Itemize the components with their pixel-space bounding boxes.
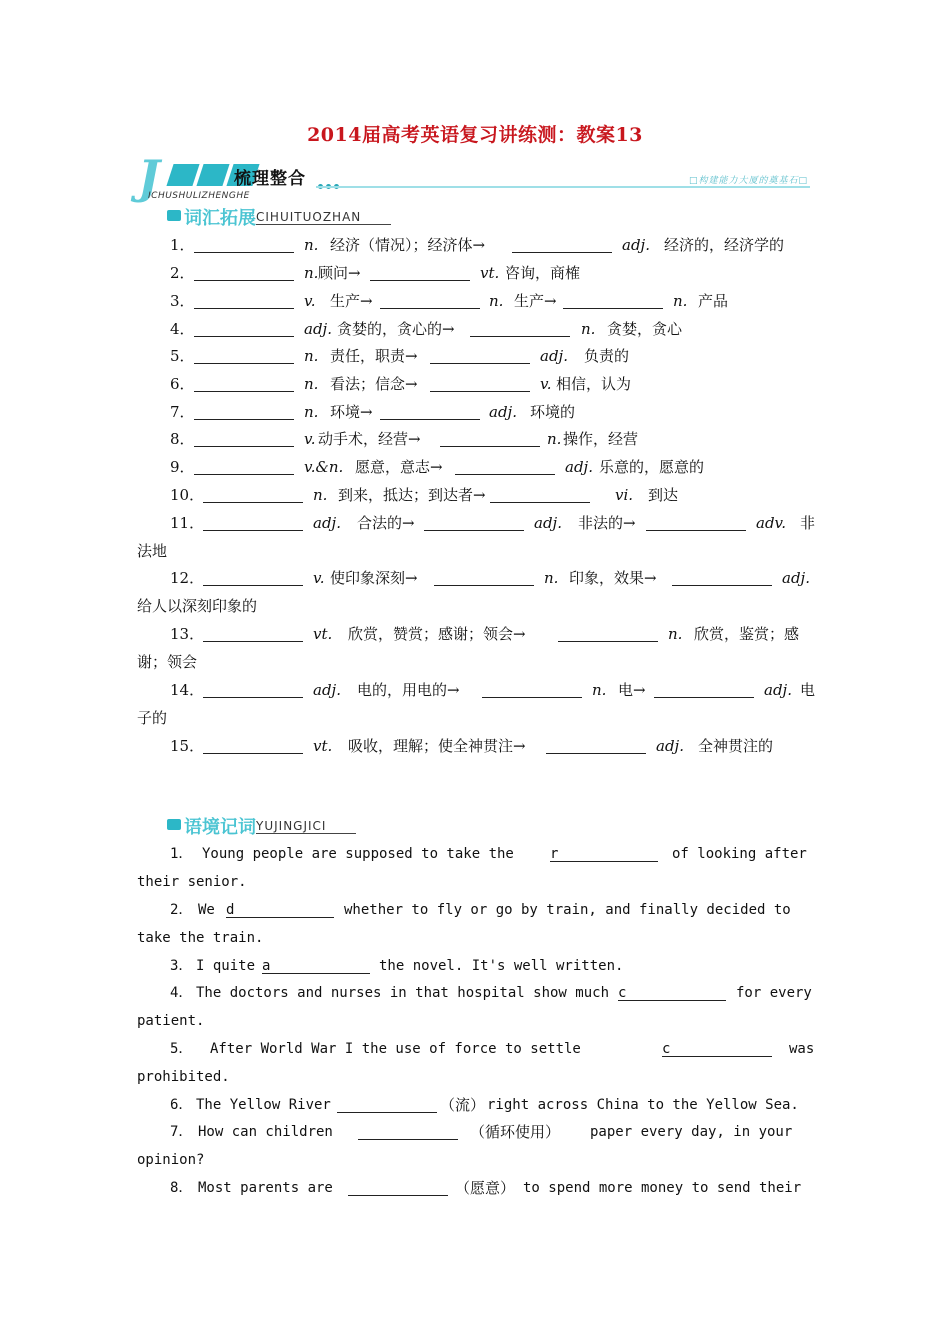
answer-blank[interactable] bbox=[380, 308, 480, 309]
part-of-speech: n. bbox=[304, 403, 319, 421]
part-of-speech: n. bbox=[592, 681, 607, 699]
answer-blank[interactable] bbox=[430, 363, 530, 364]
sentence-text: for every bbox=[736, 985, 812, 1001]
definition-text: 咨询，商榷 bbox=[505, 264, 581, 282]
banner-motto: □构建能力大厦的奠基石□ bbox=[688, 176, 808, 186]
definition-text: 生产→ bbox=[514, 292, 557, 310]
section-pinyin: CIHUITUOZHAN bbox=[256, 210, 391, 225]
part-of-speech: adv. bbox=[756, 514, 787, 532]
item-number: 4． bbox=[170, 985, 193, 1001]
definition-text: 到达 bbox=[648, 486, 679, 504]
sentence-text: After World War I the use of force to settle bbox=[210, 1041, 581, 1057]
part-of-speech: n. bbox=[304, 236, 319, 254]
definition-text: 顾问→ bbox=[318, 264, 361, 282]
banner-block bbox=[166, 164, 199, 186]
definition-text: 生产→ bbox=[330, 292, 373, 310]
item-number: 7． bbox=[170, 403, 195, 421]
part-of-speech: v. bbox=[304, 292, 316, 310]
part-of-speech: adj. bbox=[540, 347, 568, 365]
answer-blank[interactable] bbox=[662, 1056, 772, 1057]
part-of-speech: adj. bbox=[782, 569, 810, 587]
item-number: 6． bbox=[170, 375, 195, 393]
answer-blank[interactable] bbox=[490, 502, 590, 503]
vocab-item bbox=[0, 620, 950, 648]
item-number: 1． bbox=[170, 846, 193, 862]
definition-text: 环境的 bbox=[530, 403, 576, 421]
first-letter-hint: c bbox=[618, 985, 627, 1001]
sentence-text: I quite bbox=[196, 958, 256, 974]
part-of-speech: adj. bbox=[489, 403, 517, 421]
first-letter-hint: r bbox=[550, 846, 559, 862]
item-number: 15． bbox=[170, 737, 205, 755]
answer-blank[interactable] bbox=[194, 363, 294, 364]
sentence-text: was bbox=[789, 1041, 815, 1057]
sentence-text: The Yellow River bbox=[196, 1097, 331, 1113]
sentence-text: of looking after bbox=[672, 846, 807, 862]
item-number: 13． bbox=[170, 625, 205, 643]
part-of-speech: n. bbox=[304, 264, 319, 282]
vocab-item bbox=[0, 425, 950, 453]
vocab-item-continuation bbox=[0, 592, 950, 620]
definition-text: 印象，效果→ bbox=[569, 569, 657, 587]
item-number: 3． bbox=[170, 958, 193, 974]
answer-blank[interactable] bbox=[434, 585, 534, 586]
part-of-speech: adj. bbox=[304, 320, 332, 338]
item-number: 1． bbox=[170, 236, 195, 254]
definition-text: 动手术，经营→ bbox=[318, 430, 421, 448]
banner-label: 梳理整合 bbox=[234, 169, 306, 189]
sentence-text: How can children bbox=[198, 1124, 333, 1140]
answer-blank[interactable] bbox=[194, 336, 294, 337]
answer-blank[interactable] bbox=[380, 419, 480, 420]
sentence-text: take the train. bbox=[137, 930, 264, 946]
part-of-speech: v.&n. bbox=[304, 458, 344, 476]
context-sentence bbox=[0, 979, 950, 1007]
definition-text: 负责的 bbox=[584, 347, 630, 365]
sentence-text: The doctors and nurses in that hospital show much bbox=[196, 985, 610, 1001]
item-number: 3． bbox=[170, 292, 195, 310]
definition-text: 贪婪，贪心 bbox=[607, 320, 683, 338]
section-header-context bbox=[167, 813, 356, 839]
definition-text: 全神贯注的 bbox=[698, 737, 774, 755]
sentence-text: patient. bbox=[137, 1013, 205, 1029]
answer-blank[interactable] bbox=[226, 917, 334, 918]
answer-blank[interactable] bbox=[654, 697, 754, 698]
answer-blank[interactable] bbox=[512, 252, 612, 253]
banner-divider bbox=[316, 186, 810, 188]
part-of-speech: adj. bbox=[313, 681, 341, 699]
banner-subtitle: ICHUSHULIZHENGHE bbox=[148, 191, 250, 201]
context-sentence-continuation bbox=[0, 1146, 950, 1174]
vocab-item bbox=[0, 676, 950, 704]
answer-blank[interactable] bbox=[563, 308, 663, 309]
part-of-speech: adj. bbox=[656, 737, 684, 755]
answer-blank[interactable] bbox=[194, 252, 294, 253]
definition-text: 操作，经营 bbox=[563, 430, 639, 448]
arrow-icon bbox=[167, 210, 181, 221]
vocab-item bbox=[0, 398, 950, 426]
first-letter-hint: a bbox=[262, 958, 271, 974]
answer-blank[interactable] bbox=[194, 446, 294, 447]
part-of-speech: adj. bbox=[764, 681, 792, 699]
chinese-hint: （愿意） bbox=[455, 1179, 516, 1197]
item-number: 2． bbox=[170, 902, 193, 918]
banner-dots-icon bbox=[318, 174, 346, 180]
context-sentence bbox=[0, 1091, 950, 1119]
answer-blank[interactable] bbox=[430, 391, 530, 392]
part-of-speech: adj. bbox=[313, 514, 341, 532]
section-title: 词汇拓展 bbox=[184, 208, 256, 229]
answer-blank[interactable] bbox=[455, 474, 555, 475]
sentence-text: Most parents are bbox=[198, 1180, 333, 1196]
sentence-text: We bbox=[198, 902, 215, 918]
item-number: 5． bbox=[170, 347, 195, 365]
answer-blank[interactable] bbox=[194, 308, 294, 309]
answer-blank[interactable] bbox=[203, 502, 303, 503]
answer-blank[interactable] bbox=[203, 530, 303, 531]
sentence-text: their senior. bbox=[137, 874, 247, 890]
part-of-speech: n. bbox=[668, 625, 683, 643]
answer-blank[interactable] bbox=[203, 641, 303, 642]
answer-blank[interactable] bbox=[358, 1139, 458, 1140]
definition-text: 使印象深刻→ bbox=[330, 569, 418, 587]
context-sentence bbox=[0, 840, 950, 868]
vocab-item-continuation bbox=[0, 704, 950, 732]
part-of-speech: vi. bbox=[615, 486, 634, 504]
definition-text: 非法的→ bbox=[578, 514, 636, 532]
answer-blank[interactable] bbox=[646, 530, 746, 531]
vocab-item bbox=[0, 287, 950, 315]
chinese-hint: （流） bbox=[440, 1096, 486, 1114]
answer-blank[interactable] bbox=[337, 1112, 437, 1113]
context-sentence-continuation bbox=[0, 1007, 950, 1035]
part-of-speech: vt. bbox=[313, 737, 333, 755]
section-header-vocab bbox=[167, 204, 391, 230]
definition-text: 合法的→ bbox=[357, 514, 415, 532]
definition-text: 产品 bbox=[698, 292, 729, 310]
definition-text: 看法；信念→ bbox=[330, 375, 418, 393]
context-sentence bbox=[0, 896, 950, 924]
item-number: 4． bbox=[170, 320, 195, 338]
sentence-text: right across China to the Yellow Sea. bbox=[487, 1097, 799, 1113]
definition-text: 欣赏，赞赏；感谢；领会→ bbox=[348, 625, 526, 643]
part-of-speech: adj. bbox=[622, 236, 650, 254]
answer-blank[interactable] bbox=[546, 753, 646, 754]
definition-text: 环境→ bbox=[330, 403, 373, 421]
vocab-item-continuation bbox=[0, 648, 950, 676]
answer-blank[interactable] bbox=[194, 419, 294, 420]
item-number: 8． bbox=[170, 1180, 193, 1196]
item-number: 11． bbox=[170, 514, 205, 532]
answer-blank[interactable] bbox=[470, 336, 570, 337]
part-of-speech: n. bbox=[581, 320, 596, 338]
part-of-speech: adj. bbox=[565, 458, 593, 476]
context-sentence bbox=[0, 952, 950, 980]
first-letter-hint: d bbox=[226, 902, 235, 918]
part-of-speech: v. bbox=[304, 430, 316, 448]
answer-blank[interactable] bbox=[672, 585, 772, 586]
definition-text: 乐意的，愿意的 bbox=[599, 458, 705, 476]
part-of-speech: n. bbox=[489, 292, 504, 310]
definition-text: 电→ bbox=[618, 681, 646, 699]
definition-text: 经济（情况）；经济体→ bbox=[330, 236, 486, 254]
answer-blank[interactable] bbox=[618, 1000, 726, 1001]
item-number: 2． bbox=[170, 264, 195, 282]
sentence-text: the novel. It's well written. bbox=[379, 958, 624, 974]
sentence-text: paper every day, in your bbox=[590, 1124, 793, 1140]
definition-text: 电的，用电的→ bbox=[357, 681, 460, 699]
answer-blank[interactable] bbox=[194, 474, 294, 475]
part-of-speech: n. bbox=[313, 486, 328, 504]
definition-text: 贪婪的，贪心的→ bbox=[337, 320, 455, 338]
answer-blank[interactable] bbox=[370, 280, 470, 281]
part-of-speech: v. bbox=[313, 569, 325, 587]
sentence-text: prohibited. bbox=[137, 1069, 230, 1085]
answer-blank[interactable] bbox=[203, 585, 303, 586]
vocab-item bbox=[0, 342, 950, 370]
part-of-speech: n. bbox=[673, 292, 688, 310]
vocab-item bbox=[0, 370, 950, 398]
definition-text: 经济的，经济学的 bbox=[664, 236, 785, 254]
item-number: 9． bbox=[170, 458, 195, 476]
answer-blank[interactable] bbox=[194, 280, 294, 281]
definition-text: 法地 bbox=[137, 542, 168, 560]
context-sentence bbox=[0, 1035, 950, 1063]
definition-text: 给人以深刻印象的 bbox=[137, 597, 258, 615]
vocab-item bbox=[0, 231, 950, 259]
item-number: 5． bbox=[170, 1041, 193, 1057]
vocab-item bbox=[0, 453, 950, 481]
definition-text: 吸收，理解；使全神贯注→ bbox=[348, 737, 526, 755]
part-of-speech: vt. bbox=[480, 264, 500, 282]
item-number: 12． bbox=[170, 569, 205, 587]
sentence-text: whether to fly or go by train, and finally decided to bbox=[344, 902, 791, 918]
vocab-item bbox=[0, 509, 950, 537]
item-number: 6． bbox=[170, 1097, 193, 1113]
first-letter-hint: c bbox=[662, 1041, 671, 1057]
part-of-speech: vt. bbox=[313, 625, 333, 643]
part-of-speech: n. bbox=[304, 347, 319, 365]
sentence-text: opinion? bbox=[137, 1152, 205, 1168]
part-of-speech: n. bbox=[544, 569, 559, 587]
vocab-item bbox=[0, 259, 950, 287]
item-number: 7． bbox=[170, 1124, 193, 1140]
context-sentence bbox=[0, 1174, 950, 1202]
context-sentence-continuation bbox=[0, 1063, 950, 1091]
vocab-item-continuation bbox=[0, 537, 950, 565]
sentence-text: to spend more money to send their bbox=[523, 1180, 802, 1196]
definition-text: 到来，抵达；到达者→ bbox=[338, 486, 486, 504]
sentence-text: Young people are supposed to take the bbox=[202, 846, 514, 862]
section-title: 语境记词 bbox=[184, 817, 256, 838]
banner-block bbox=[196, 164, 229, 186]
answer-blank[interactable] bbox=[550, 861, 658, 862]
answer-blank[interactable] bbox=[440, 446, 540, 447]
chinese-hint: （循环使用） bbox=[470, 1123, 561, 1141]
answer-blank[interactable] bbox=[203, 697, 303, 698]
vocab-item bbox=[0, 481, 950, 509]
answer-blank[interactable] bbox=[558, 641, 658, 642]
answer-blank[interactable] bbox=[348, 1195, 448, 1196]
context-sentence bbox=[0, 1118, 950, 1146]
definition-text: 责任，职责→ bbox=[330, 347, 418, 365]
vocab-item bbox=[0, 315, 950, 343]
banner-letter: J bbox=[138, 150, 160, 204]
definition-text: 谢；领会 bbox=[137, 653, 198, 671]
part-of-speech: adj. bbox=[534, 514, 562, 532]
definition-text: 相信，认为 bbox=[556, 375, 632, 393]
part-of-speech: n. bbox=[304, 375, 319, 393]
answer-blank[interactable] bbox=[194, 391, 294, 392]
definition-text: 愿意，意志→ bbox=[355, 458, 443, 476]
vocab-item bbox=[0, 732, 950, 760]
definition-text: 电 bbox=[800, 681, 816, 699]
definition-text: 非 bbox=[800, 514, 816, 532]
context-sentence-continuation bbox=[0, 924, 950, 952]
answer-blank[interactable] bbox=[482, 697, 582, 698]
answer-blank[interactable] bbox=[262, 973, 370, 974]
part-of-speech: n. bbox=[547, 430, 562, 448]
vocab-item bbox=[0, 564, 950, 592]
definition-text: 子的 bbox=[137, 709, 168, 727]
arrow-icon bbox=[167, 819, 181, 830]
item-number: 10． bbox=[170, 486, 205, 504]
section-banner bbox=[136, 150, 816, 204]
answer-blank[interactable] bbox=[203, 753, 303, 754]
item-number: 8． bbox=[170, 430, 195, 448]
part-of-speech: v. bbox=[540, 375, 552, 393]
definition-text: 欣赏，鉴赏；感 bbox=[694, 625, 800, 643]
item-number: 14． bbox=[170, 681, 205, 699]
page-title: 2014届高考英语复习讲练测：教案13 bbox=[307, 124, 643, 146]
section-pinyin: YUJINGJICI bbox=[256, 819, 356, 834]
context-sentence-continuation bbox=[0, 868, 950, 896]
answer-blank[interactable] bbox=[424, 530, 524, 531]
